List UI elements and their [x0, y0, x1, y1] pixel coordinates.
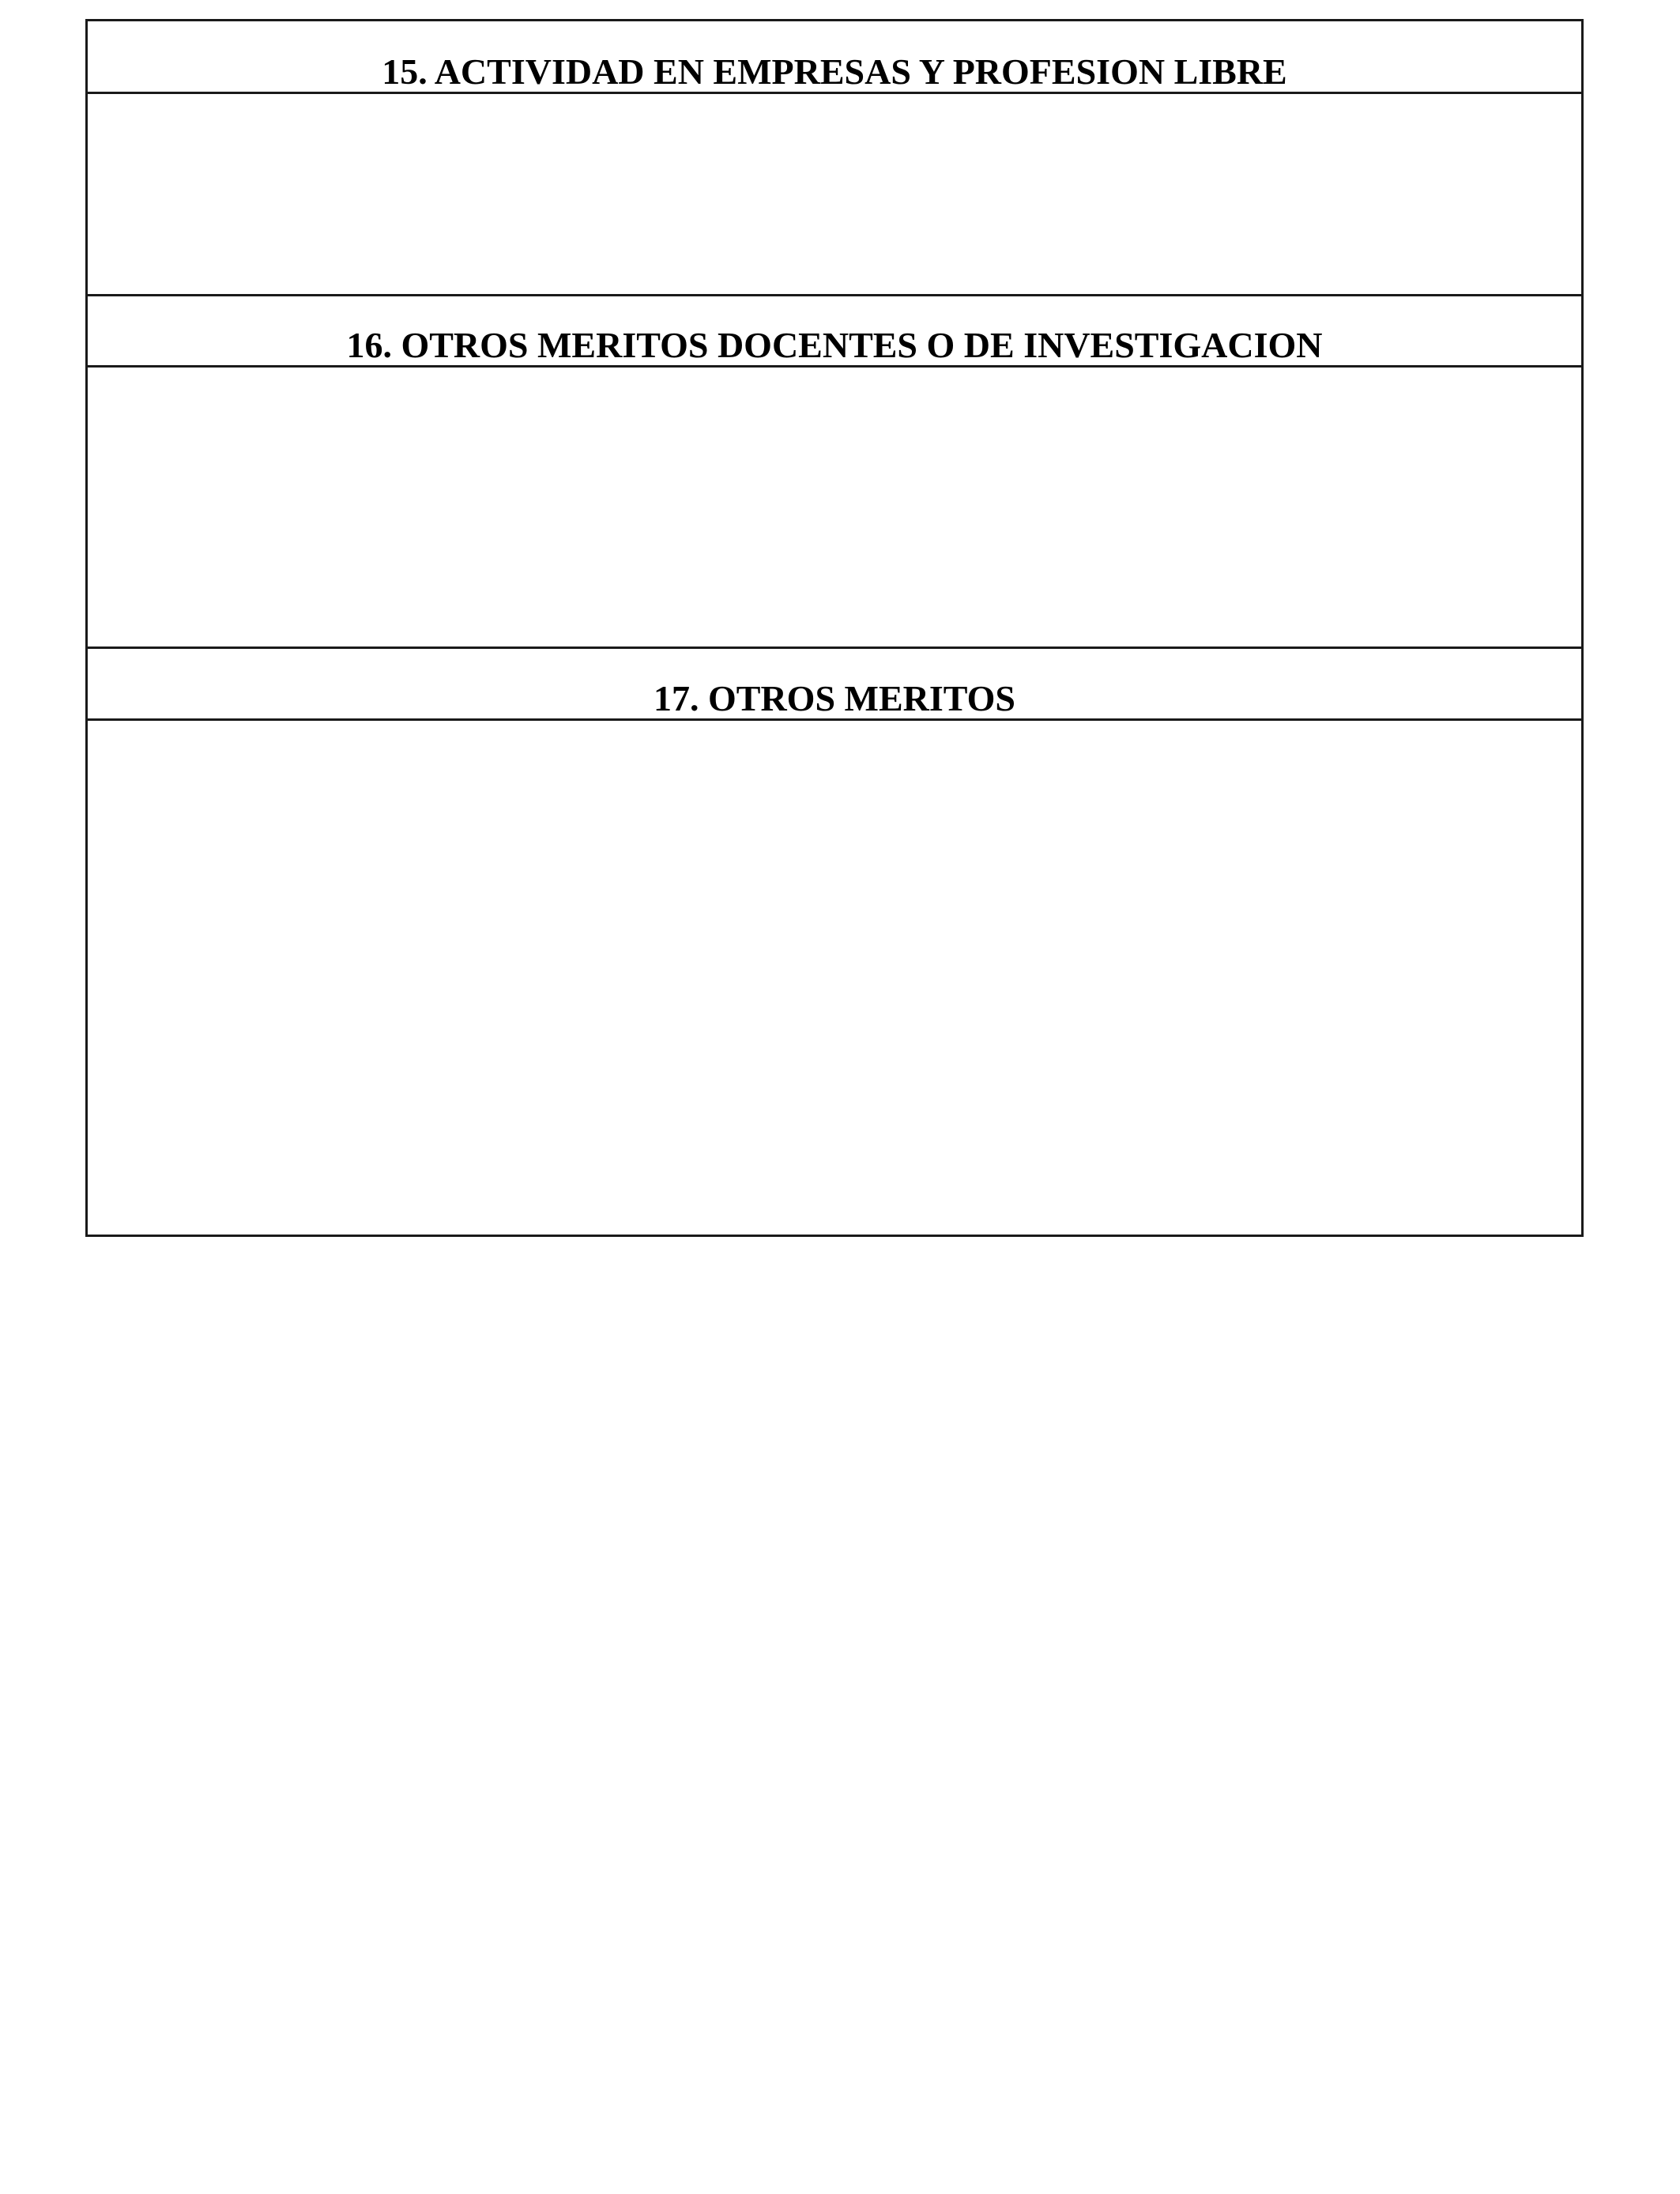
section-16-title: 16. OTROS MERITOS DOCENTES O DE INVESTIGACION — [346, 325, 1323, 365]
section-17-header — [88, 647, 1581, 721]
section-16-header — [88, 294, 1581, 368]
section-15-title: 15. ACTIVIDAD EN EMPRESAS Y PROFESION LIBRE — [382, 51, 1287, 92]
section-15-content[interactable] — [88, 94, 1581, 296]
merits-form-table — [85, 19, 1584, 1237]
section-17-content[interactable] — [88, 721, 1581, 1235]
section-15-header — [88, 21, 1581, 94]
section-16-content[interactable] — [88, 368, 1581, 648]
section-17-title: 17. OTROS MERITOS — [654, 678, 1015, 718]
